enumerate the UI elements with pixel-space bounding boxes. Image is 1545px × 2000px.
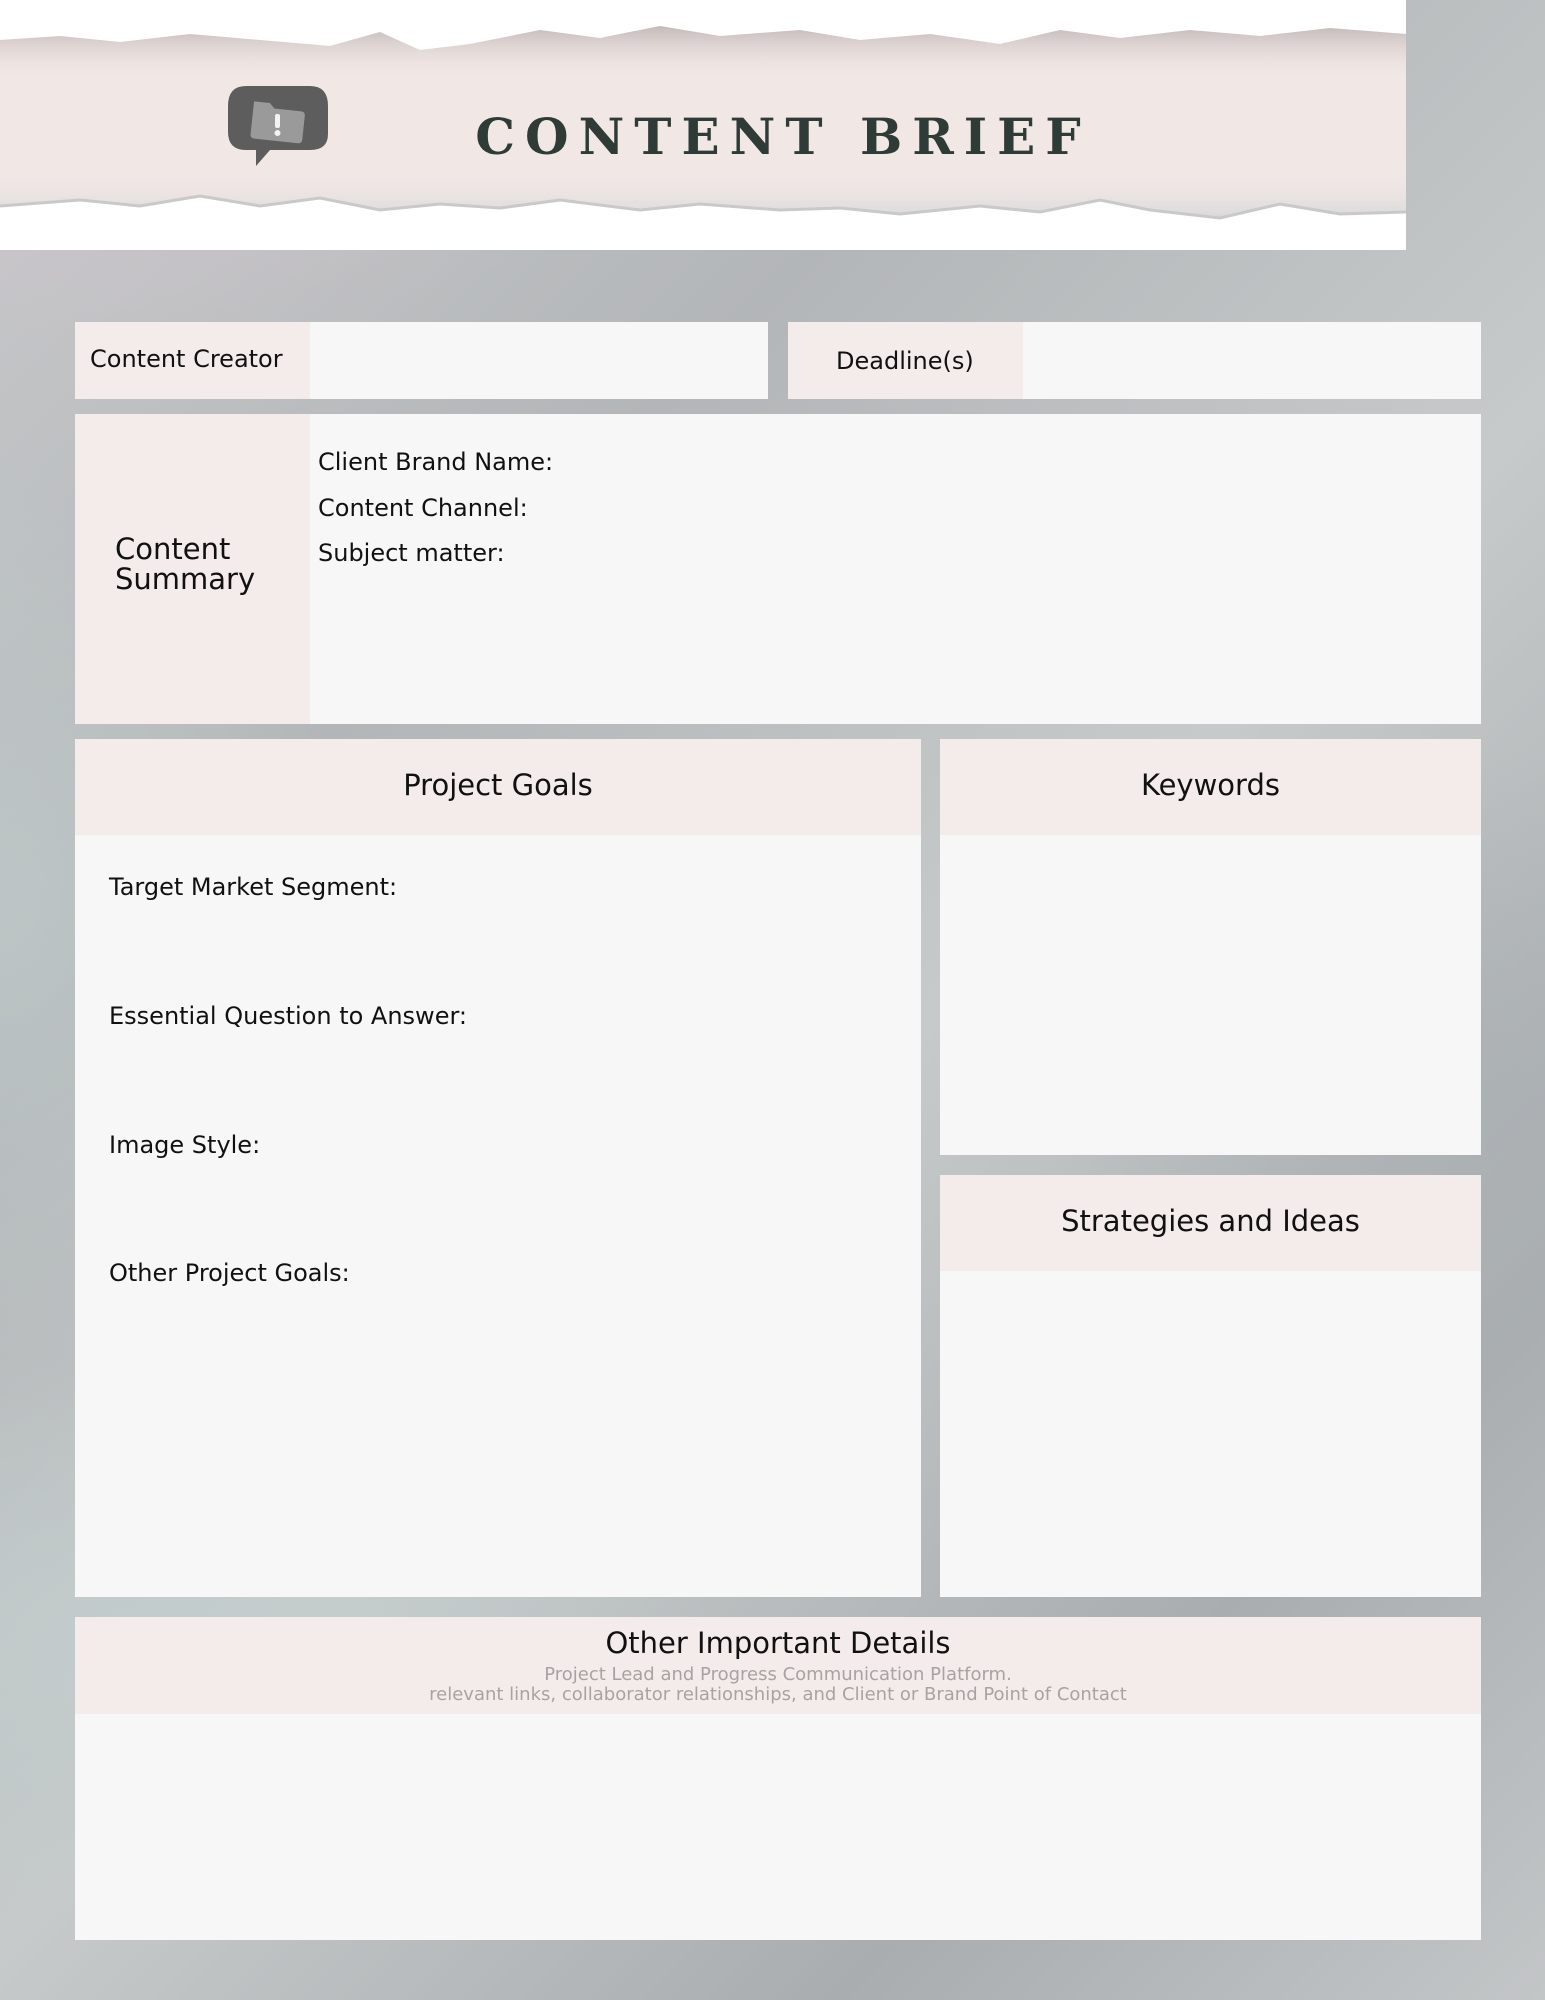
details-header (75, 1617, 1481, 1714)
keywords-heading: Keywords (1141, 768, 1280, 802)
strategies-body[interactable] (940, 1271, 1481, 1597)
details-subtitle-line-2: relevant links, collaborator relationships, and Client or Brand Point of Contact (429, 1684, 1127, 1705)
details-body[interactable] (75, 1714, 1481, 1940)
content-channel-label: Content Channel: (318, 494, 528, 522)
details-heading: Other Important Details (605, 1626, 951, 1660)
deadline-field[interactable] (1023, 322, 1481, 399)
project-goals-body[interactable] (75, 835, 921, 1597)
content-creator-field[interactable] (310, 322, 768, 399)
deadline-label: Deadline(s) (836, 347, 974, 375)
essential-question-label: Essential Question to Answer: (109, 1002, 467, 1030)
details-subtitle-line-1: Project Lead and Progress Communication Platform. (544, 1664, 1012, 1685)
client-brand-name-label: Client Brand Name: (318, 448, 554, 476)
content-creator-label-cell (75, 322, 310, 399)
strategies-heading: Strategies and Ideas (1061, 1204, 1360, 1238)
content-creator-label: Content Creator (90, 345, 283, 373)
other-project-goals-label: Other Project Goals: (109, 1259, 350, 1287)
keywords-body[interactable] (940, 835, 1481, 1155)
subject-matter-label: Subject matter: (318, 539, 505, 567)
content-summary-label-cell (75, 414, 310, 724)
strategies-header (940, 1175, 1481, 1271)
image-style-label: Image Style: (109, 1131, 261, 1159)
content-summary-heading: Content Summary (115, 532, 256, 596)
deadline-label-cell (788, 322, 1023, 399)
project-goals-heading: Project Goals (403, 768, 593, 802)
content-summary-body[interactable] (310, 414, 1481, 724)
header-banner (0, 0, 1406, 250)
page-title: CONTENT BRIEF (475, 107, 1091, 166)
target-market-segment-label: Target Market Segment: (109, 873, 398, 901)
project-goals-header (75, 739, 921, 835)
keywords-header (940, 739, 1481, 835)
